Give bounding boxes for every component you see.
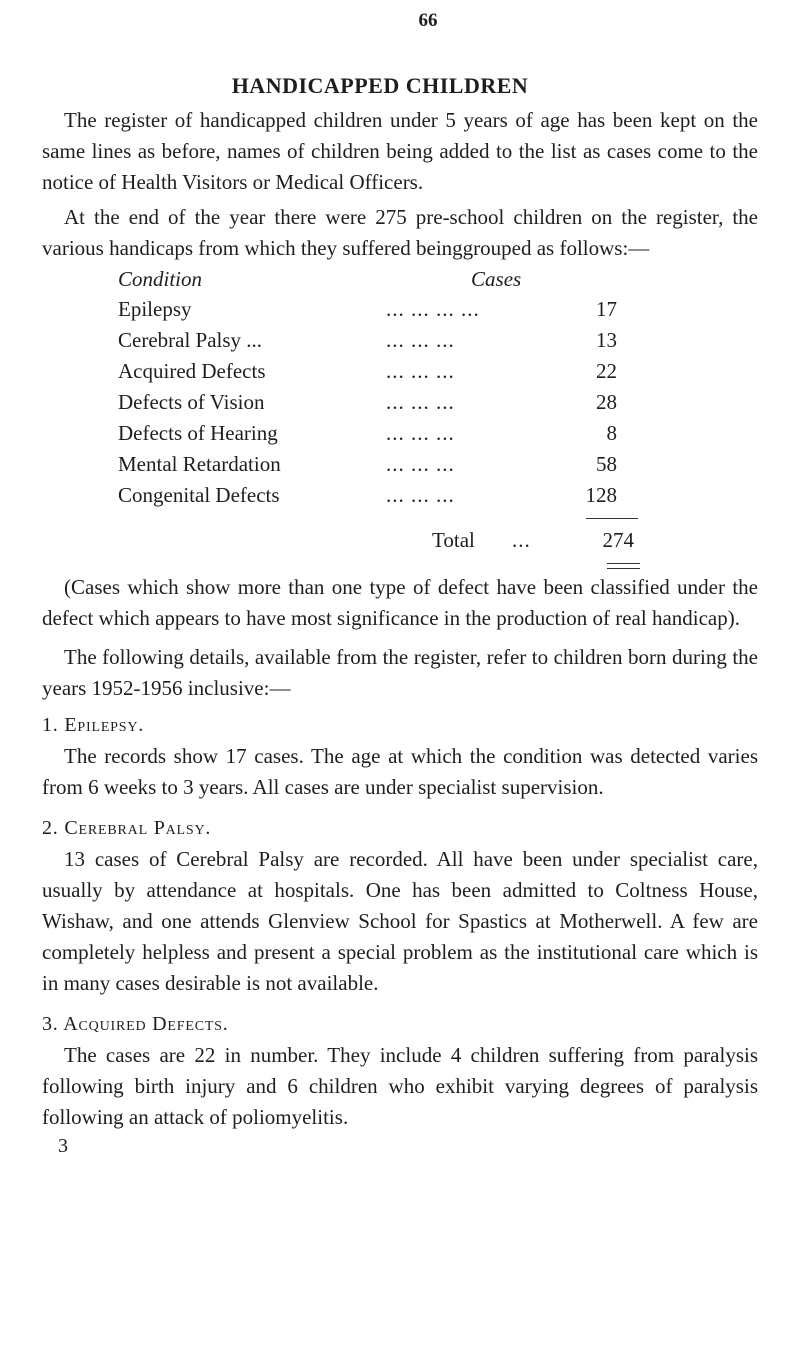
intro-paragraph-1: The register of handicapped children under 5 years of age has been kept on the same lines as before, names of children being added to the list as cases come to the notice of Health Visitors or Medical Officers. [42,108,758,194]
table-row [118,480,758,511]
section-body-epilepsy: The records show 17 cases. The age at which the condition was detected varies from 6 weeks to 3 years. All cases are under specialist supervision. [42,744,758,799]
cases-cell: 8 [606,421,617,445]
document-page [42,8,758,1159]
total-value: 274 [602,528,634,552]
header-condition: Condition [118,267,203,291]
table-row [118,418,758,449]
leader-dots: ... [512,528,531,552]
details-paragraph: The following details, available from the register, refer to children born during the years 1952-1956 inclusive:— [42,645,758,700]
table-row [118,294,758,325]
leader-dots: ... ... ... [386,483,455,507]
leader-dots: ... ... ... [386,421,455,445]
cases-cell: 17 [596,297,617,321]
cases-cell: 128 [585,483,617,507]
subtotal-rule [586,518,638,519]
page-title: HANDICAPPED CHILDREN [231,73,529,98]
total-double-rule [607,563,640,569]
table-row [118,356,758,387]
footer-number: 3 [58,1135,68,1157]
condition-cell: Cerebral Palsy ... [118,328,263,352]
leader-dots: ... ... ... [386,359,455,383]
leader-dots: ... ... ... [386,328,455,352]
table-row [118,325,758,356]
cases-cell: 22 [596,359,617,383]
section-body-acquired-defects: The cases are 22 in number. They include 4 children suffering from paralysis following birth injury and 6 children who exhibit varying degrees of paralysis following an attack of poliomyelitis. [42,1043,758,1129]
table-row [118,387,758,418]
leader-dots: ... ... ... [386,452,455,476]
handicap-table [42,264,758,569]
table-header [42,264,758,294]
condition-cell: Congenital Defects [118,483,280,507]
table-row [118,449,758,480]
page-number: 66 [418,10,438,31]
leader-dots: ... ... ... [386,390,455,414]
leader-dots: ... ... ... ... [386,297,480,321]
note-paragraph: (Cases which show more than one type of defect have been classified under the defect which appears to have most significance in the production of real handicap). [42,575,758,630]
condition-cell: Defects of Hearing [118,421,278,445]
section-title-epilepsy: 1. Epilepsy. [42,714,145,736]
cases-cell: 28 [596,390,617,414]
section-title-cerebral-palsy: 2. Cerebral Palsy. [42,817,212,839]
condition-cell: Epilepsy [118,297,192,321]
total-label: Total [432,528,475,552]
header-cases: Cases [471,267,522,291]
cases-cell: 13 [596,328,617,352]
section-title-acquired-defects: 3. Acquired Defects. [42,1013,229,1035]
total-row [42,525,758,556]
condition-cell: Acquired Defects [118,359,266,383]
intro-paragraph-2: At the end of the year there were 275 pre-school children on the register, the various handicaps from which they suffered beinggrouped as follows:— [42,205,758,260]
condition-cell: Mental Retardation [118,452,281,476]
cases-cell: 58 [596,452,617,476]
section-body-cerebral-palsy: 13 cases of Cerebral Palsy are recorded. All have been under specialist care, usually by attendance at hospitals. One has been admitted to Coltness House, Wishaw, and one attends Glenview School for Spastics at Motherwell. A few are completely helpless and present a special problem as the institutional care which is in many cases desirable is not available. [42,847,758,995]
condition-cell: Defects of Vision [118,390,265,414]
